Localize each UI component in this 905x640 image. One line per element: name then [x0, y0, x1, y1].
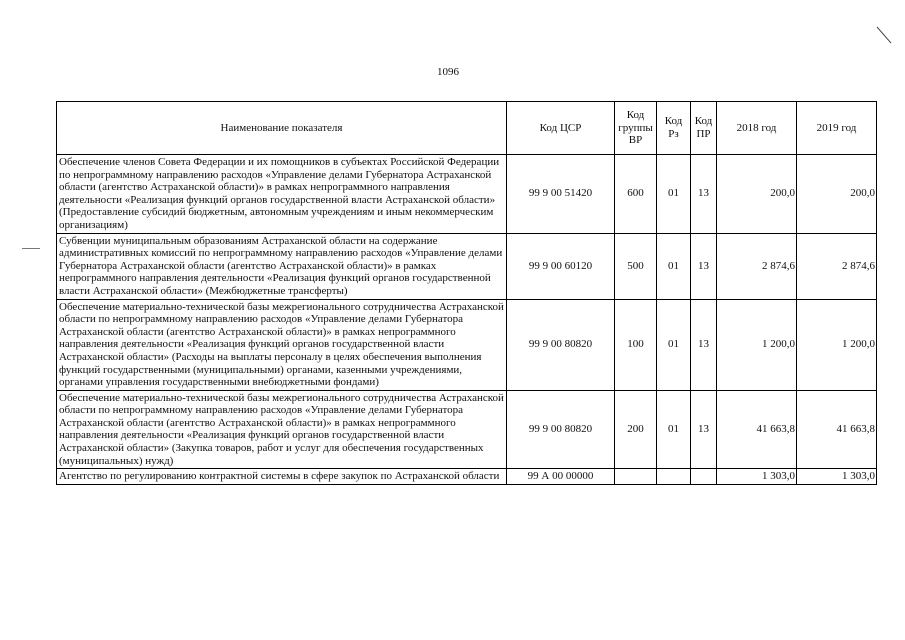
scan-mark — [876, 26, 892, 44]
budget-table — [56, 101, 877, 485]
row-pr: 13 — [691, 233, 717, 299]
row-csr: 99 9 00 80820 — [507, 299, 615, 390]
table-row — [57, 299, 877, 390]
row-vr: 100 — [615, 299, 657, 390]
row-csr: 99 9 00 80820 — [507, 390, 615, 469]
row-pr: 13 — [691, 390, 717, 469]
header-2019: 2019 год — [797, 102, 877, 155]
row-pr: 13 — [691, 155, 717, 234]
row-pr: 13 — [691, 299, 717, 390]
row-2018: 1 303,0 — [717, 469, 797, 485]
row-2019: 2 874,6 — [797, 233, 877, 299]
row-csr: 99 9 00 60120 — [507, 233, 615, 299]
margin-dash — [22, 248, 40, 249]
table-header-row — [57, 102, 877, 155]
row-name: Обеспечение материально-технической базы межрегионального сотрудничества Астраханской области по непрограммному направлению расходов «Управление делами Губернатора Астраханской области (агентство Астраханской области)» в рамках непрограммного направления деятельности «Реализация функций органов государственной власти Астраханской области» (Закупка товаров, работ и услуг для обеспечения государственных (муниципальных) нужд) — [57, 390, 507, 469]
header-name: Наименование показателя — [57, 102, 507, 155]
row-rz: 01 — [657, 155, 691, 234]
row-2018: 200,0 — [717, 155, 797, 234]
row-rz: 01 — [657, 299, 691, 390]
header-pr: Код ПР — [691, 102, 717, 155]
table-row — [57, 469, 877, 485]
header-rz: Код Рз — [657, 102, 691, 155]
row-2019: 1 303,0 — [797, 469, 877, 485]
row-2018: 1 200,0 — [717, 299, 797, 390]
header-2018: 2018 год — [717, 102, 797, 155]
row-csr: 99 А 00 00000 — [507, 469, 615, 485]
row-2019: 200,0 — [797, 155, 877, 234]
row-vr: 500 — [615, 233, 657, 299]
row-2018: 41 663,8 — [717, 390, 797, 469]
table-row — [57, 390, 877, 469]
row-name: Субвенции муниципальным образованиям Астраханской области на содержание административных комиссий по непрограммному направлению расходов «Управление делами Губернатора Астраханской области (агентство Астраханской области)» в рамках непрограммного направления деятельности «Реализация функций органов государственной власти Астраханской области» (Межбюджетные трансферты) — [57, 233, 507, 299]
row-2018: 2 874,6 — [717, 233, 797, 299]
row-name: Обеспечение членов Совета Федерации и их помощников в субъектах Российской Федерации по непрограммному направлению расходов «Управление делами Губернатора Астраханской области (агентство Астраханской области)» в рамках непрограммного направления деятельности «Реализация функций органов государственной власти Астраханской области» (Предоставление субсидий бюджетным, автономным учреждениям и иным некоммерческим организациям) — [57, 155, 507, 234]
row-2019: 1 200,0 — [797, 299, 877, 390]
row-vr — [615, 469, 657, 485]
row-rz: 01 — [657, 390, 691, 469]
page-number: 1096 — [437, 66, 459, 78]
table-row — [57, 233, 877, 299]
row-rz: 01 — [657, 233, 691, 299]
row-2019: 41 663,8 — [797, 390, 877, 469]
row-name: Обеспечение материально-технической базы межрегионального сотрудничества Астраханской области по непрограммному направлению расходов «Управление делами Губернатора Астраханской области (агентство Астраханской области)» в рамках непрограммного направления деятельности «Реализация функций органов государственной власти Астраханской области» (Расходы на выплаты персоналу в целях обеспечения выполнения функций государственными (муниципальными) органами, казенными учреждениями, органами управления государственными внебюджетными фондами) — [57, 299, 507, 390]
row-vr: 200 — [615, 390, 657, 469]
row-csr: 99 9 00 51420 — [507, 155, 615, 234]
row-vr: 600 — [615, 155, 657, 234]
header-vr: Код группы ВР — [615, 102, 657, 155]
row-rz — [657, 469, 691, 485]
row-name: Агентство по регулированию контрактной системы в сфере закупок по Астраханской области — [57, 469, 507, 485]
table-row — [57, 155, 877, 234]
row-pr — [691, 469, 717, 485]
header-csr: Код ЦСР — [507, 102, 615, 155]
